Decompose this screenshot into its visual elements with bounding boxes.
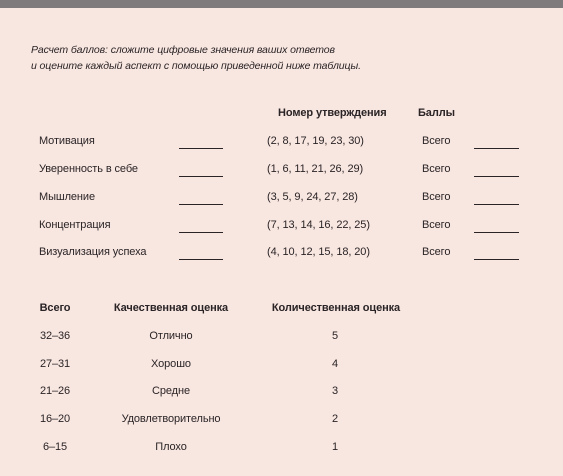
- statement-numbers: (1, 6, 11, 21, 26, 29): [267, 163, 364, 175]
- header-points: Баллы: [418, 107, 455, 119]
- score-range: 27–31: [39, 358, 71, 370]
- instructions-line-1: Расчет баллов: сложите цифровые значения ваших ответов: [31, 44, 335, 56]
- aspect-blank-field: [179, 176, 223, 177]
- total-blank-field: [474, 176, 519, 177]
- quantitative-rating: 2: [331, 413, 339, 425]
- aspect-label: Уверенность в себе: [39, 163, 138, 175]
- aspect-label: Концентрация: [39, 219, 111, 231]
- aspect-label: Мотивация: [39, 135, 95, 147]
- score-range: 32–36: [39, 330, 71, 342]
- aspect-blank-field: [179, 204, 223, 205]
- total-blank-field: [474, 259, 519, 260]
- total-blank-field: [474, 232, 519, 233]
- aspect-blank-field: [179, 148, 223, 149]
- total-label: Всего: [422, 163, 451, 175]
- qualitative-rating: Средне: [152, 385, 190, 397]
- statement-numbers: (3, 5, 9, 24, 27, 28): [267, 191, 358, 203]
- qualitative-rating: Плохо: [155, 441, 187, 453]
- scoring-instructions: [31, 42, 531, 74]
- statement-numbers: (4, 10, 12, 15, 18, 20): [267, 246, 370, 258]
- total-label: Всего: [422, 135, 451, 147]
- quantitative-rating: 3: [331, 385, 339, 397]
- statement-numbers: (7, 13, 14, 16, 22, 25): [267, 219, 370, 231]
- score-range: 16–20: [39, 413, 71, 425]
- score-range: 6–15: [42, 441, 68, 453]
- qualitative-rating: Удовлетворительно: [121, 413, 221, 425]
- instructions-line-2: и оцените каждый аспект с помощью приведенной ниже таблицы.: [31, 60, 361, 72]
- header-quantitative: Количественная оценка: [271, 302, 401, 314]
- qualitative-rating: Отлично: [149, 330, 193, 342]
- total-blank-field: [474, 148, 519, 149]
- top-bar: [0, 0, 563, 8]
- header-statement-numbers: Номер утверждения: [278, 107, 387, 119]
- quantitative-rating: 4: [331, 358, 339, 370]
- qualitative-rating: Хорошо: [151, 358, 191, 370]
- quantitative-rating: 5: [331, 330, 339, 342]
- aspect-blank-field: [179, 259, 223, 260]
- total-label: Всего: [422, 246, 451, 258]
- statement-numbers: (2, 8, 17, 19, 23, 30): [267, 135, 364, 147]
- total-blank-field: [474, 204, 519, 205]
- total-label: Всего: [422, 219, 451, 231]
- aspect-blank-field: [179, 232, 223, 233]
- header-qualitative: Качественная оценка: [113, 302, 229, 314]
- header-total: Всего: [39, 302, 71, 314]
- quantitative-rating: 1: [331, 441, 339, 453]
- aspect-label: Визуализация успеха: [39, 246, 147, 258]
- total-label: Всего: [422, 191, 451, 203]
- score-range: 21–26: [39, 385, 71, 397]
- aspect-label: Мышление: [39, 191, 95, 203]
